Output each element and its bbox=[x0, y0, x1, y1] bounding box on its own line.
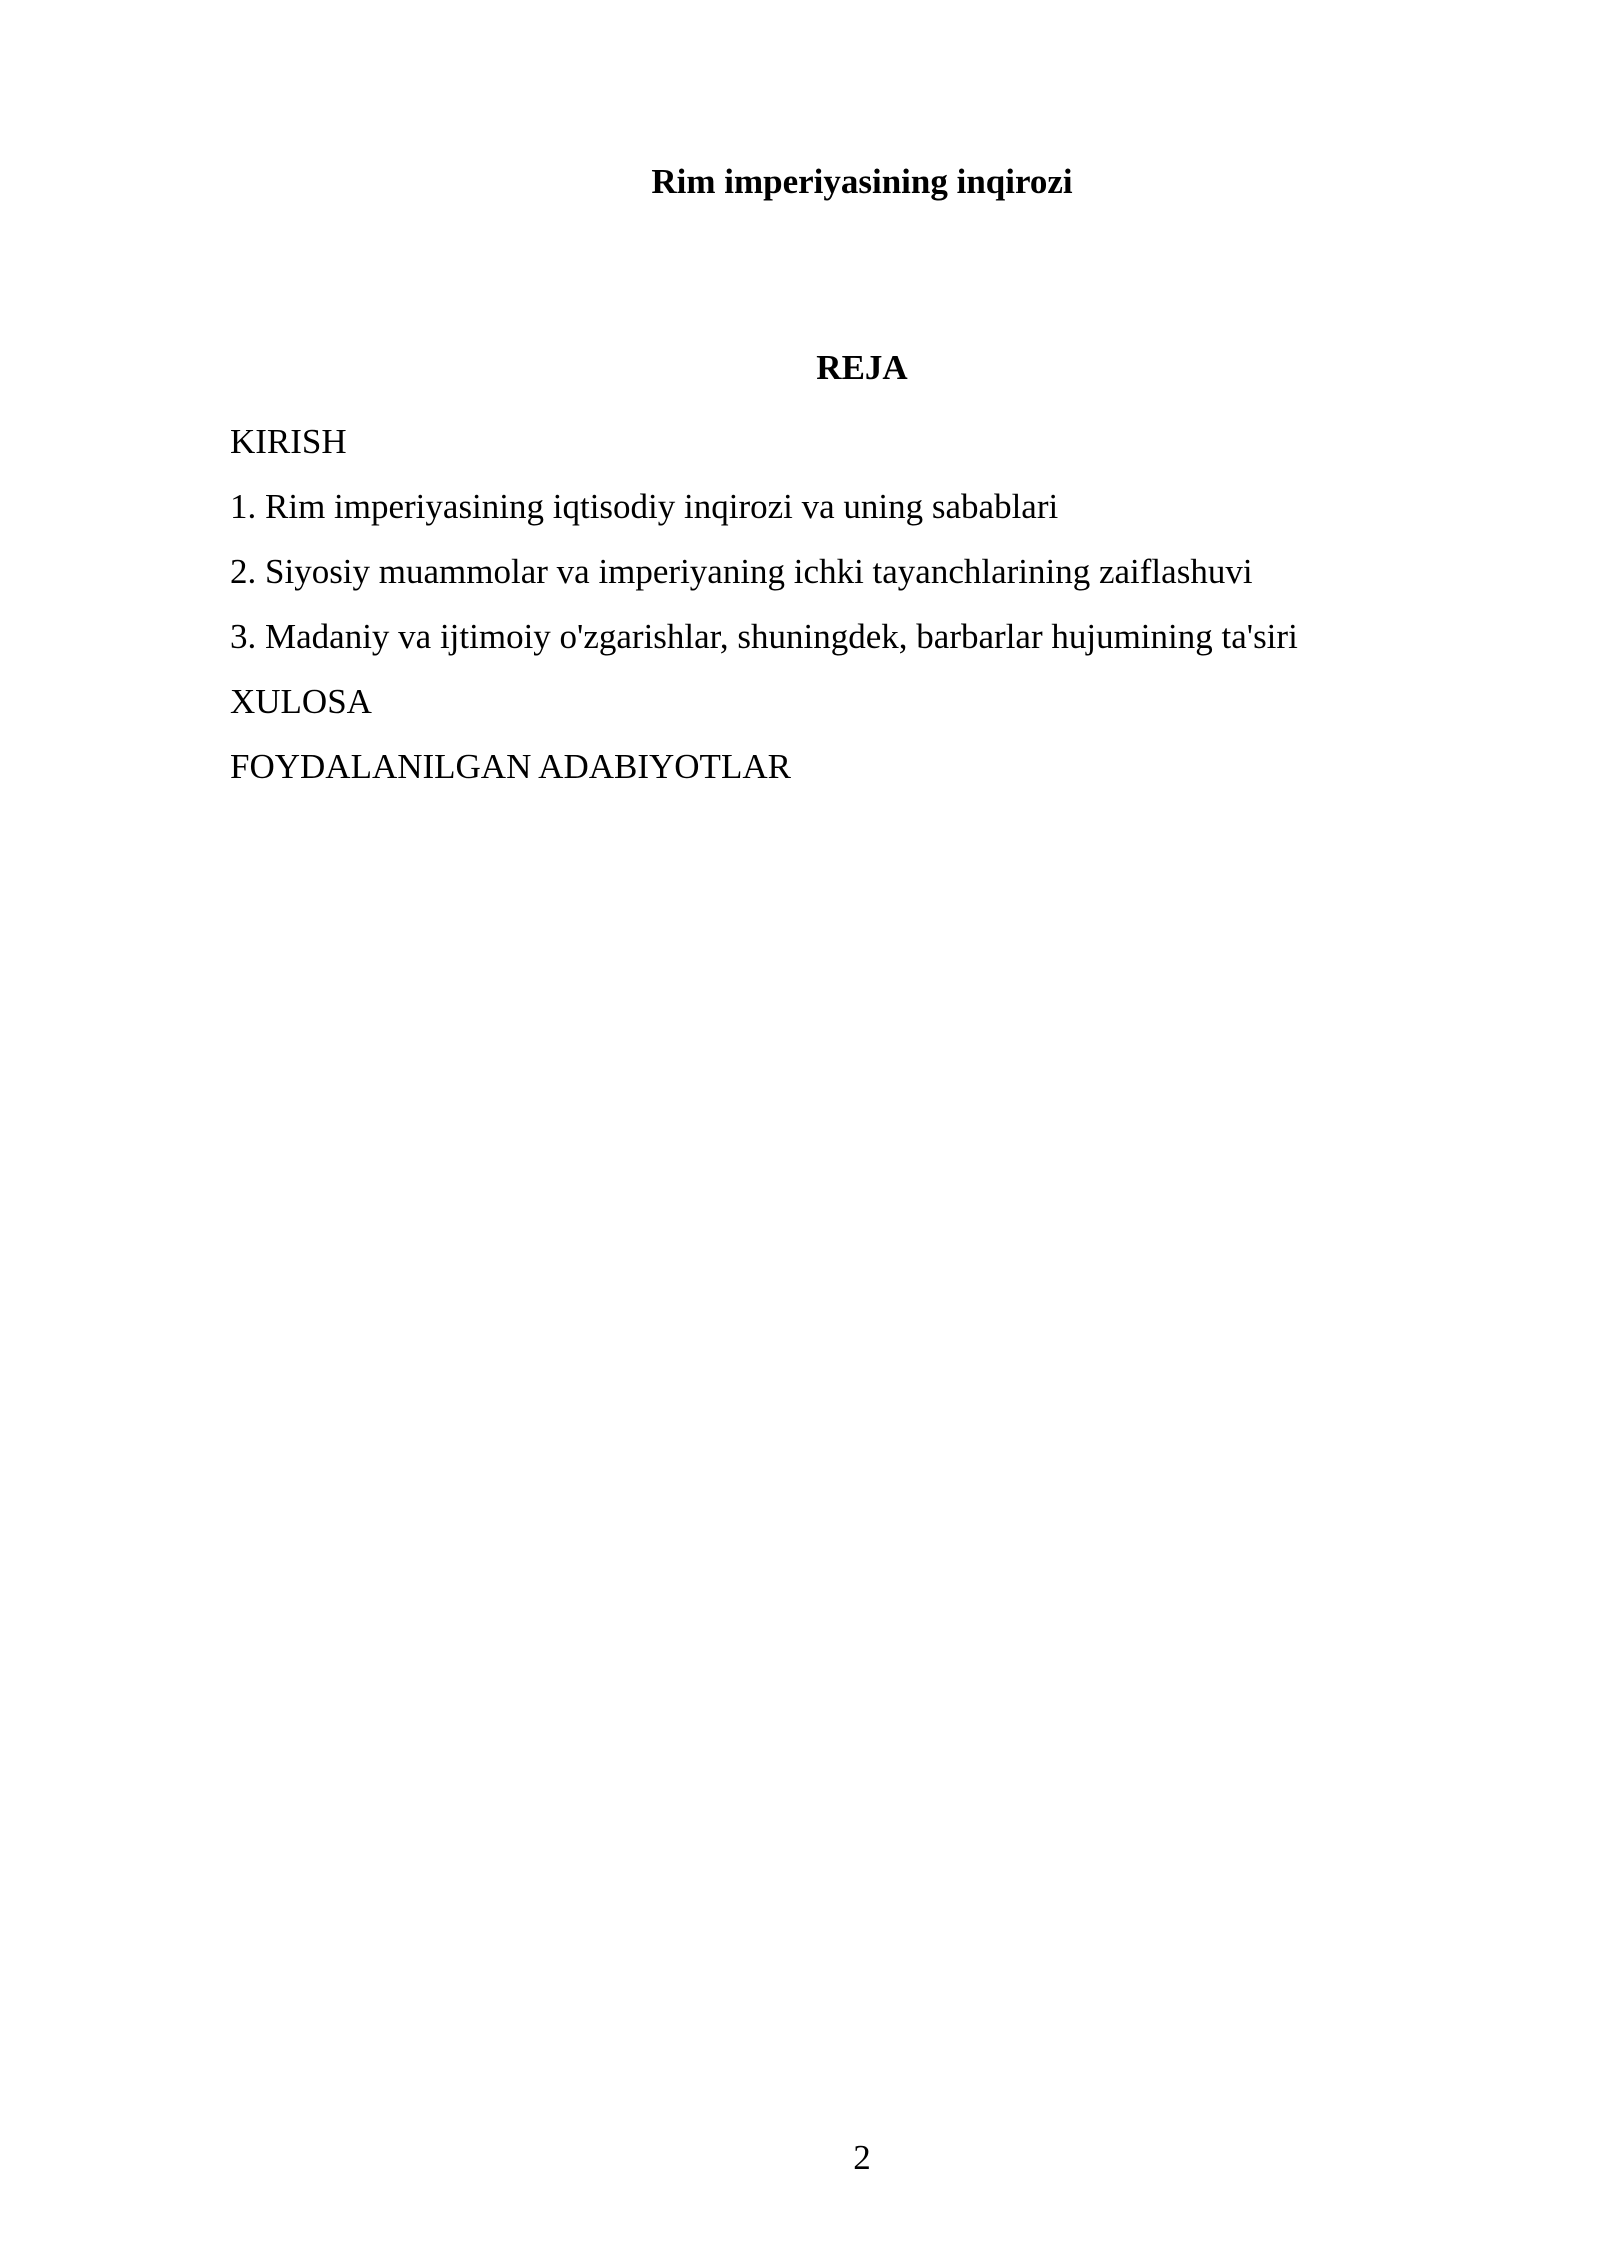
plan-item-3: 3. Madaniy va ijtimoiy o'zgarishlar, shuningdek, barbarlar hujumining ta'siri bbox=[230, 617, 1298, 656]
document-title: Rim imperiyasining inqirozi bbox=[651, 162, 1073, 201]
plan-item-1: 1. Rim imperiyasining iqtisodiy inqirozi va uning sabablari bbox=[230, 487, 1059, 526]
plan-heading: REJA bbox=[816, 348, 908, 387]
plan-item-introduction: KIRISH bbox=[230, 422, 347, 461]
plan-list bbox=[230, 420, 1298, 810]
plan-item-conclusion: XULOSA bbox=[230, 682, 372, 721]
page-number: 2 bbox=[853, 2138, 871, 2177]
plan-item-2: 2. Siyosiy muammolar va imperiyaning ichki tayanchlarining zaiflashuvi bbox=[230, 552, 1253, 591]
plan-item-references: FOYDALANILGAN ADABIYOTLAR bbox=[230, 747, 791, 786]
